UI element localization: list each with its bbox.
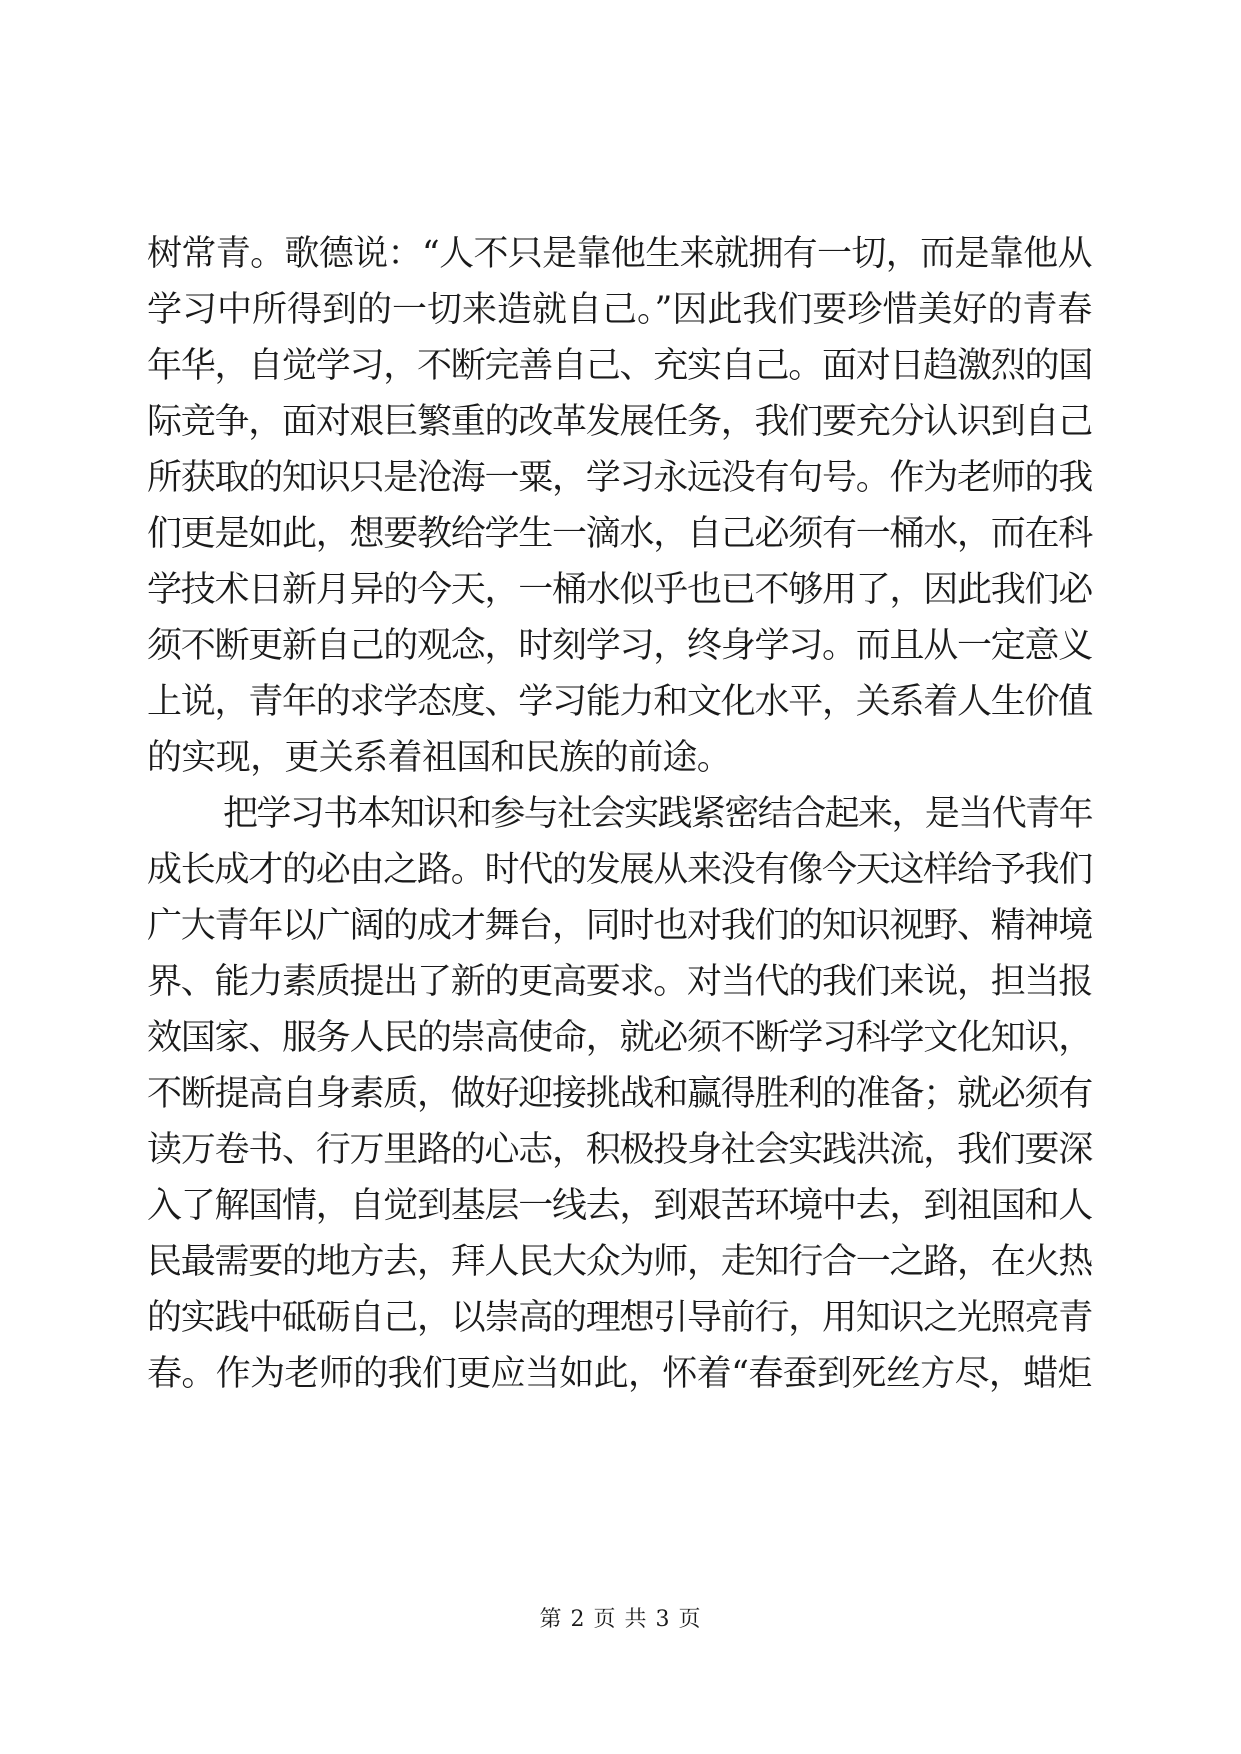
text-line: 的实践中砥砺自己，以崇高的理想引导前行，用知识之光照亮青	[147, 1298, 1093, 1338]
text-line: 际竞争，面对艰巨繁重的改革发展任务，我们要充分认识到自己	[147, 402, 1093, 442]
text-line: 年华，自觉学习，不断完善自己、充实自己。面对日趋激烈的国	[147, 346, 1093, 386]
text-line: 上说，青年的求学态度、学习能力和文化水平，关系着人生价值	[147, 682, 1093, 722]
text-line: 树常青。歌德说：“人不只是靠他生来就拥有一切，而是靠他从	[147, 234, 1092, 274]
text-line: 须不断更新自己的观念，时刻学习，终身学习。而且从一定意义	[147, 626, 1093, 666]
text-line: 效国家、服务人民的崇高使命，就必须不断学习科学文化知识，	[147, 1018, 1093, 1058]
text-line: 成长成才的必由之路。时代的发展从来没有像今天这样给予我们	[147, 850, 1093, 890]
text-line: 不断提高自身素质，做好迎接挑战和赢得胜利的准备；就必须有	[147, 1074, 1093, 1114]
text-line: 入了解国情，自觉到基层一线去，到艰苦环境中去，到祖国和人	[147, 1186, 1093, 1226]
text-line: 的实现，更关系着祖国和民族的前途。	[147, 738, 732, 778]
page-number-footer: 第 2 页 共 3 页	[539, 1607, 702, 1632]
text-line: 广大青年以广阔的成才舞台，同时也对我们的知识视野、精神境	[147, 906, 1093, 946]
text-line: 们更是如此，想要教给学生一滴水，自己必须有一桶水，而在科	[147, 514, 1093, 554]
text-line: 学习中所得到的一切来造就自己。”因此我们要珍惜美好的青春	[147, 290, 1093, 330]
text-line: 民最需要的地方去，拜人民大众为师，走知行合一之路，在火热	[147, 1242, 1093, 1282]
body-text	[147, 226, 1092, 1402]
text-line: 读万卷书、行万里路的心志，积极投身社会实践洪流，我们要深	[147, 1130, 1093, 1170]
text-line: 春。作为老师的我们更应当如此，怀着“春蚕到死丝方尽，蜡炬	[147, 1354, 1092, 1394]
text-line: 界、能力素质提出了新的更高要求。对当代的我们来说，担当报	[147, 962, 1093, 1002]
paragraph-start-line: 把学习书本知识和参与社会实践紧密结合起来，是当代青年	[223, 794, 1093, 834]
text-line: 所获取的知识只是沧海一粟，学习永远没有句号。作为老师的我	[147, 458, 1093, 498]
text-line: 学技术日新月异的今天，一桶水似乎也已不够用了，因此我们必	[147, 570, 1093, 610]
